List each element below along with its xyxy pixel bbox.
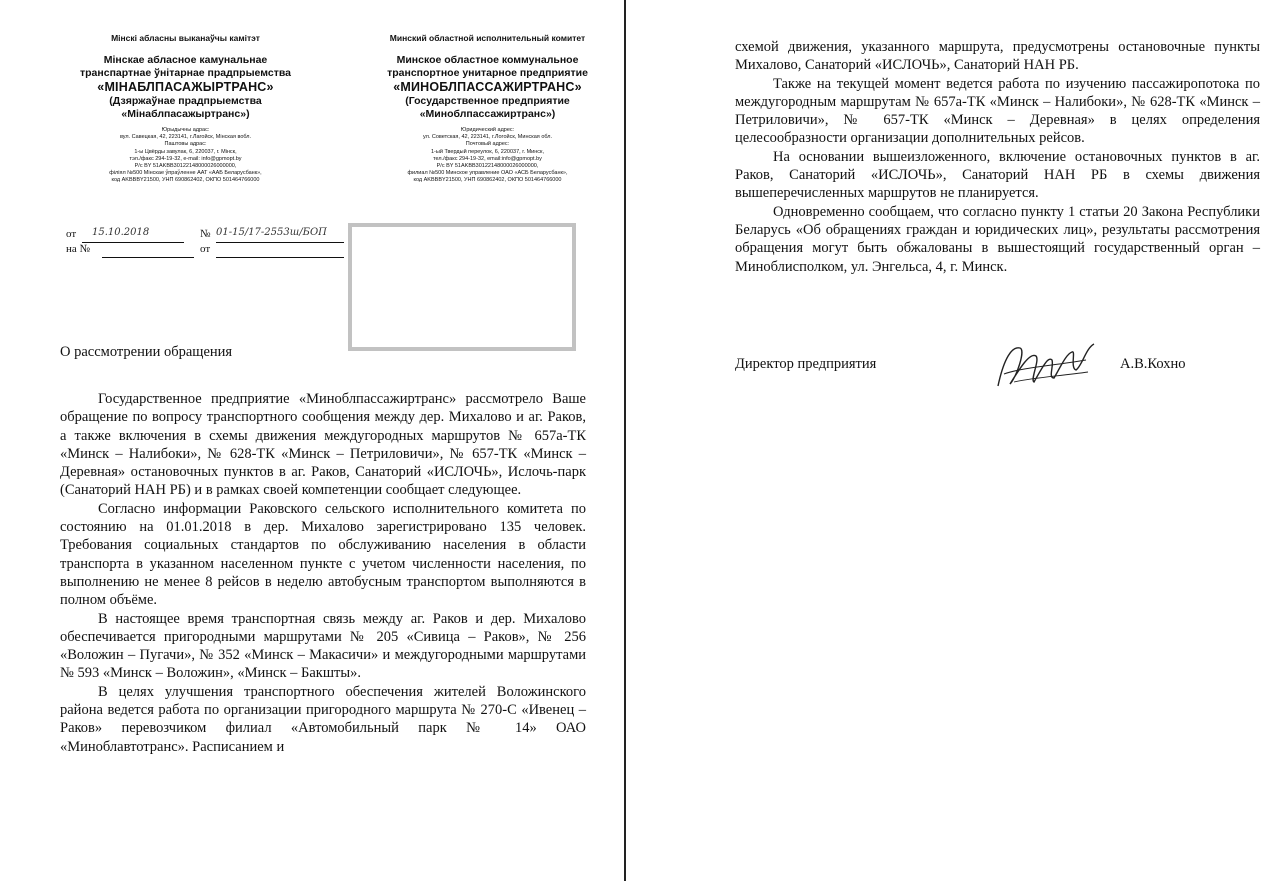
address-line: Почтовый адрес: xyxy=(465,141,510,148)
address-line: код AKBBBY21500, УНП 690862402, ОКПО 501464766000 xyxy=(111,177,260,184)
address-line: Р/с BY 51AKBB30122148000026000000, xyxy=(436,163,539,170)
address-block xyxy=(58,127,313,185)
signatory-name: А.В.Кохно xyxy=(1120,356,1186,372)
from2-field xyxy=(216,243,344,258)
page-divider xyxy=(624,0,626,881)
body-right xyxy=(735,38,1260,276)
org-name: «МИНОБЛПАССАЖИРТРАНС» xyxy=(393,80,582,94)
handwritten-signature xyxy=(990,338,1100,393)
address-line: Юридический адрес: xyxy=(460,127,515,133)
org-name: «МІНАБЛПАСАЖЫРТРАНС» xyxy=(97,80,274,94)
body-paragraph: На основании вышеизложенного, включение остановочных пунктов в аг. Раков, Санаторий «ИСЛОЧЬ», Санаторий НАН РБ в схемы движения вышеперечисленных маршрутов не планируется. xyxy=(735,148,1260,202)
org-subname: (Дзяржаўнае прадпрыемства xyxy=(109,95,262,107)
from-date-field xyxy=(82,228,184,243)
authority-name: Мінскі абласны выканаўчы камітэт xyxy=(111,33,260,43)
number-handwritten: 01-15/17-2553ш/БОП xyxy=(216,227,327,238)
to-field xyxy=(102,243,194,258)
from2-label: от xyxy=(200,243,211,255)
body-paragraph: Согласно информации Раковского сельского исполнительного комитета по состоянию на 01.01.2018 в дер. Михалово зарегистрировано 135 человек. Требования социальных стандартов по обслуживанию населения в области транспорта в указанном населенном пункте с учетом численности населения, по выполнению не менее 8 рейсов в неделю автобусным транспортом выполняются в полном объёме. xyxy=(60,500,586,609)
letterhead-russian xyxy=(360,33,615,185)
address-line: філіял №500 Мінскае ўпраўленне ААТ «ААБ Беларусбанк», xyxy=(109,170,262,177)
body-paragraph: схемой движения, указанного маршрута, предусмотрены остановочные пункты Михалово, Санаторий «ИСЛОЧЬ», Санаторий НАН РБ. xyxy=(735,39,1260,74)
org-line: транспортное унитарное предприятие xyxy=(387,67,588,79)
body-paragraph: Одновременно сообщаем, что согласно пункту 1 статьи 20 Закона Республики Беларусь «Об обращениях граждан и юридических лиц», результаты рассмотрения обращения могут быть обжалованы в вышестоящий государственный орган – Миноблисполком, ул. Энгельса, 4, г. Минск. xyxy=(735,203,1260,275)
address-line: тэл./факс 294-19-32, e-mail: info@gpmopt.by xyxy=(129,155,242,162)
to-label: на № xyxy=(66,243,91,255)
org-line: Минское областное коммунальное xyxy=(396,54,579,66)
address-line: филиал №500 Минское управление ОАО «АСБ Беларусбанк», xyxy=(407,170,568,177)
body-paragraph: Также на текущей момент ведется работа по изучению пассажиропотока по междугородным маршрутам № 657а-ТК «Минск – Налибоки», № 628-ТК «Минск – Петриловичи», № 657-ТК «Минск – Деревная» в целях определения целесообразности организации дополнительных рейсов. xyxy=(735,75,1260,147)
address-line: 1-ый Твердый переулок, 6, 220037, г. Минск, xyxy=(431,148,544,155)
address-line: код AKBBBY21500, УНП 690862402, ОКПО 501464766000 xyxy=(413,177,562,184)
number-label: № xyxy=(200,228,211,240)
address-line: тел./факс 294-19-32, email:info@gpmopt.by xyxy=(433,155,542,162)
signatory-title: Директор предприятия xyxy=(735,356,877,372)
address-window-box xyxy=(348,223,576,351)
address-line: 1-ы Цвёрды завулак, 6, 220037, г. Мінск, xyxy=(134,148,237,155)
letter-subject: О рассмотрении обращения xyxy=(60,344,233,360)
org-subname: «Мінаблпасажыртранс») xyxy=(121,108,250,120)
from-label: от xyxy=(66,228,77,240)
letterhead-belarusian xyxy=(58,33,313,185)
body-paragraph: Государственное предприятие «Миноблпассажиртранс» рассмотрело Ваше обращение по вопросу транспортного сообщения между дер. Михалово и аг. Раков, а также включения в схемы движения междугородных маршрутов № 657а-ТК «Минск – Налибоки», № 628-ТК «Минск – Петриловичи», № 657-ТК «Минск – Деревная» остановочных пунктов в аг. Раков, Санаторий «ИСЛОЧЬ», Ислочь-парк (Санаторий НАН РБ) и в рамках своей компетенции сообщает следующее. xyxy=(60,391,586,499)
number-field xyxy=(216,228,344,243)
body-paragraph: В целях улучшения транспортного обеспечения жителей Воложинского района ведется работа по организации пригородного маршрута № 270-С «Ивенец – Раков» перевозчиком филиал «Автомобильный парк № 14» ОАО «Миноблавтотранс». Расписанием и xyxy=(60,683,586,755)
body-paragraph: В настоящее время транспортная связь между аг. Раков и дер. Михалово обеспечивается пригородными маршрутами № 205 «Сивица – Раков», № 256 «Воложин – Пугачи», № 352 «Минск – Макасичи» и междугородными маршрутами № 593 «Минск – Воложин», «Минск – Бакшты». xyxy=(60,610,586,682)
authority-name: Минский областной исполнительный комитет xyxy=(389,33,586,43)
org-subname: (Государственное предприятие xyxy=(405,95,570,107)
org-line: Мінскае абласное камунальнае xyxy=(103,54,268,66)
address-block xyxy=(360,127,615,185)
org-subname: «Миноблпассажиртранс») xyxy=(419,108,556,120)
from-date-handwritten: 15.10.2018 xyxy=(92,227,150,238)
address-line: вул. Савецкая, 42, 223141, г.Лагойск, Мінская вобл. xyxy=(119,134,252,141)
registration-block xyxy=(66,228,346,262)
address-line: ул. Советская, 42, 223141, г.Логойск, Минская обл. xyxy=(422,134,553,141)
address-line: Р/с BY 51AKBB30122148000026000000, xyxy=(134,163,237,170)
body-left xyxy=(60,390,586,756)
address-line: Паштовы адрас: xyxy=(164,141,207,148)
address-line: Юрыдычны адрас: xyxy=(161,127,210,133)
org-line: транспартнае ўнітарнае прадпрыемства xyxy=(80,67,291,79)
